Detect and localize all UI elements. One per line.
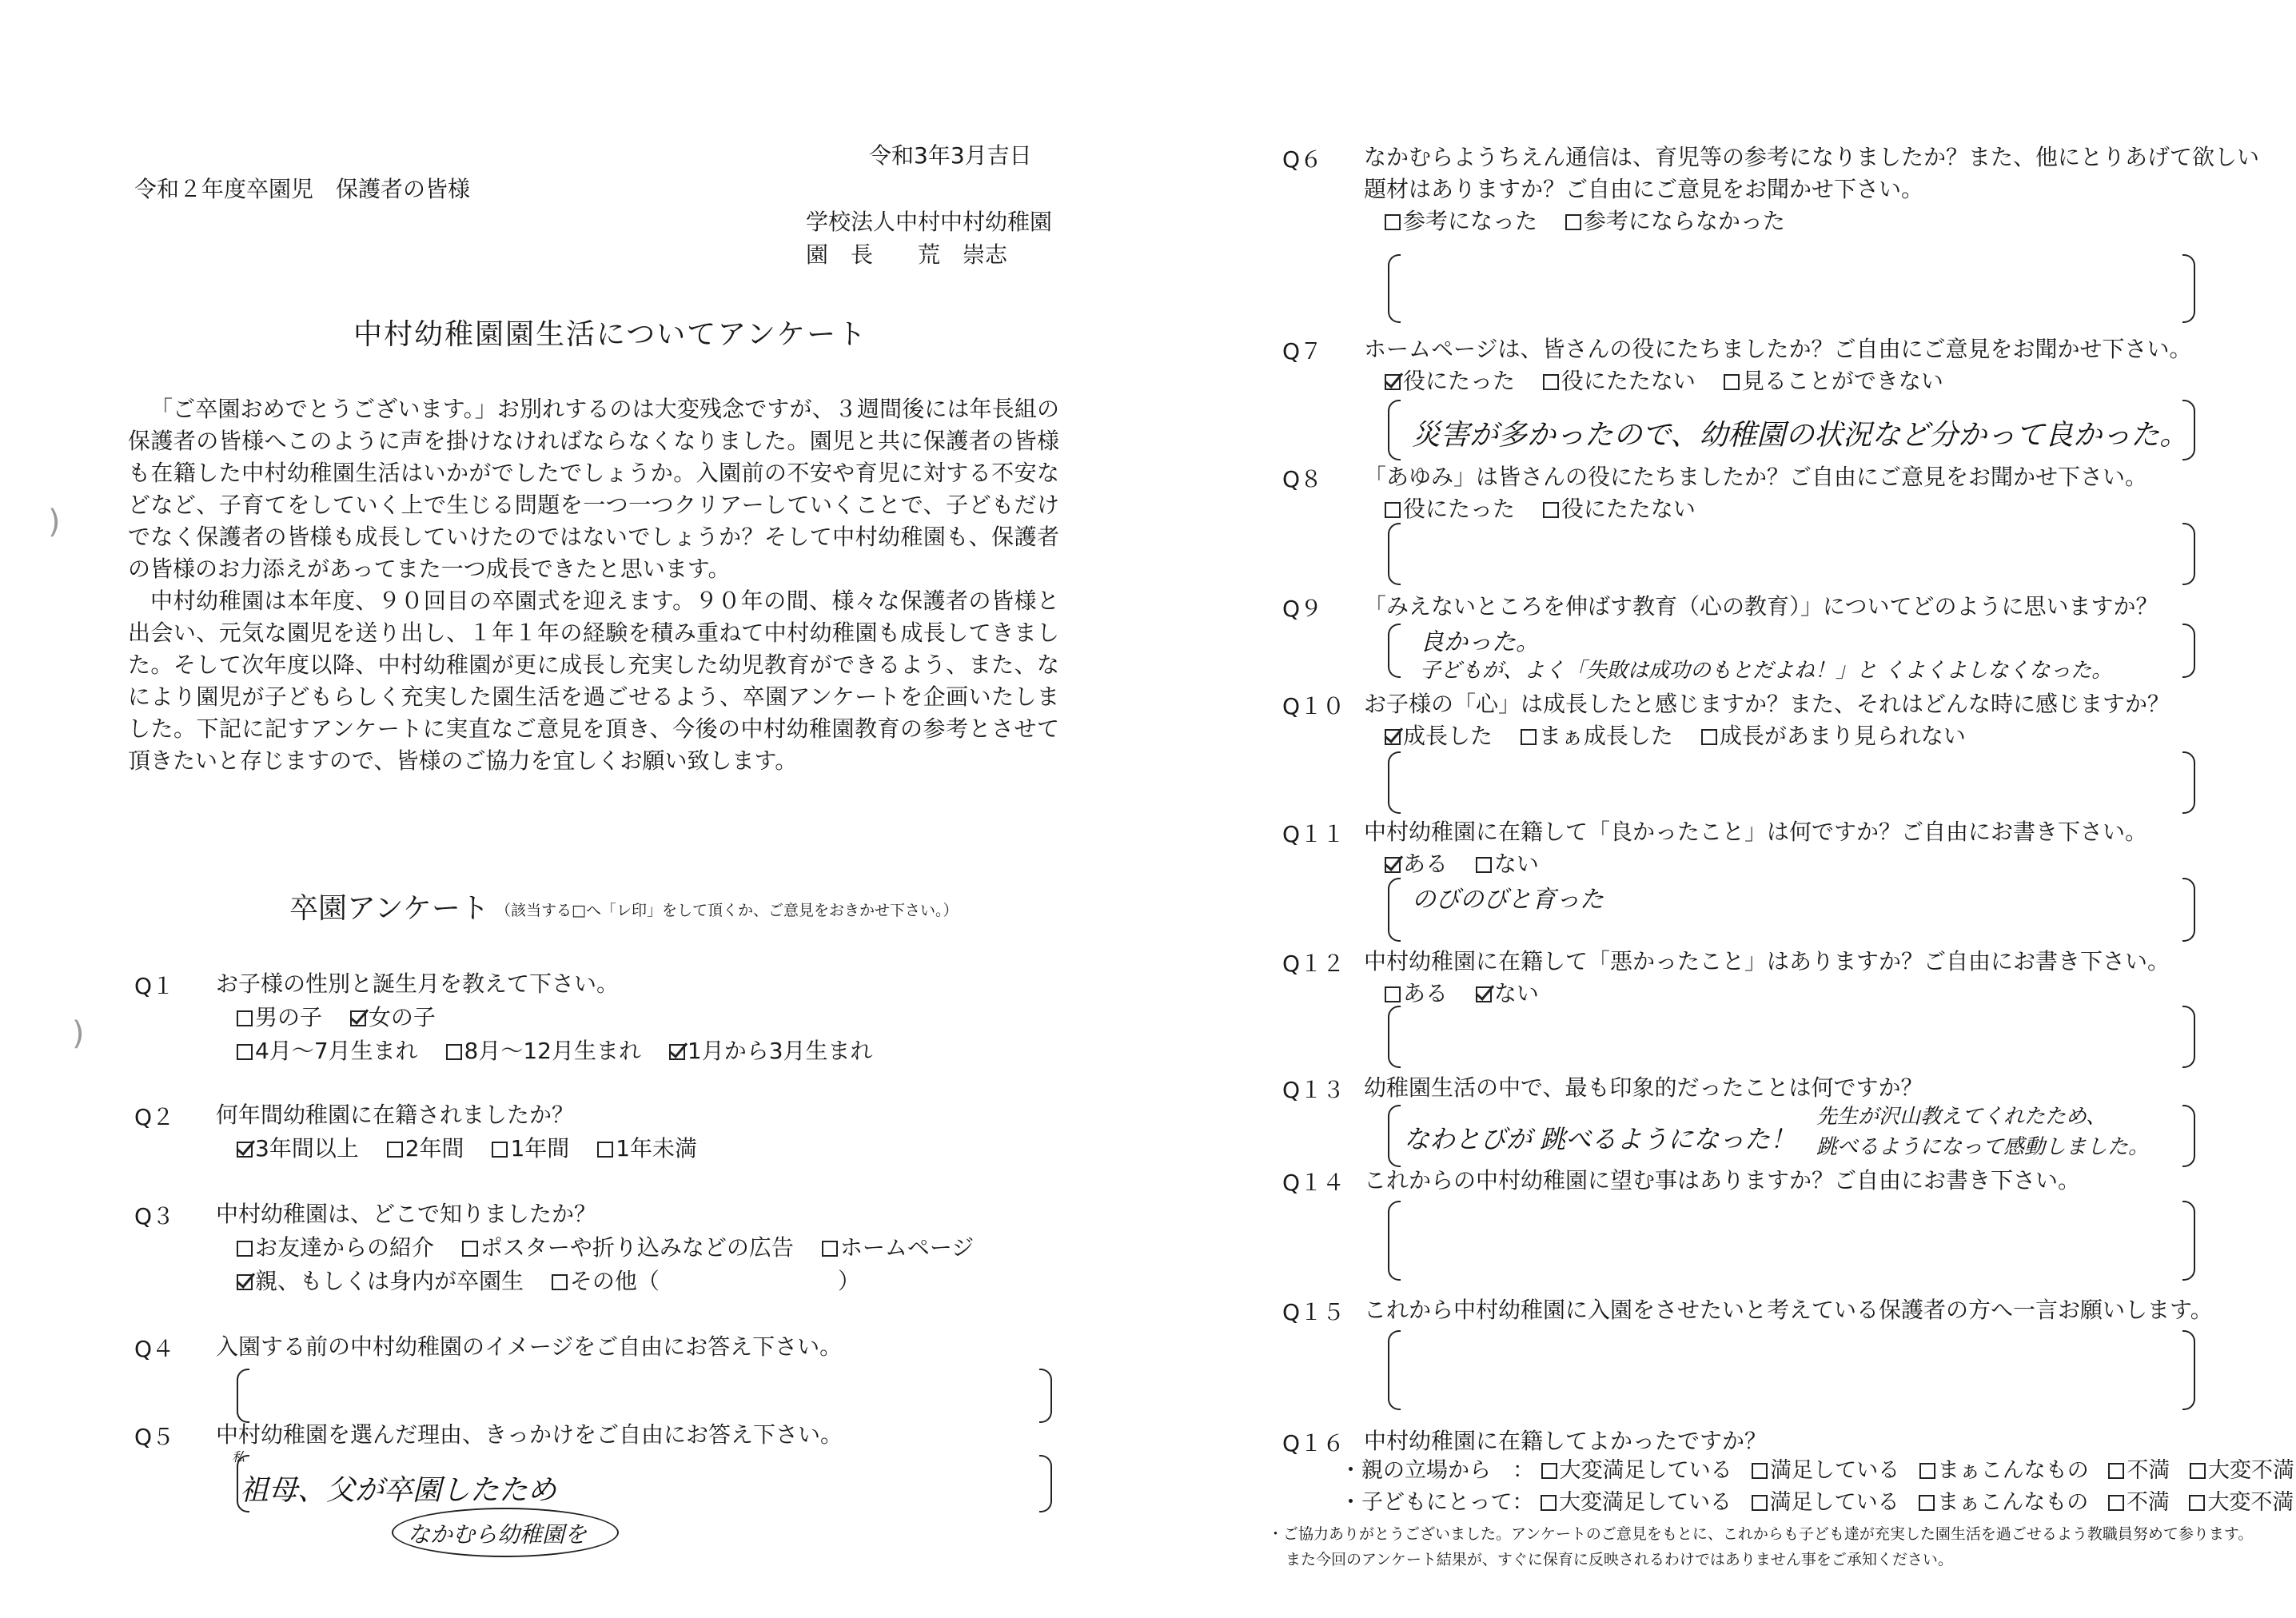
checkbox-icon[interactable]: [2108, 1495, 2124, 1511]
q9-number: Q９: [1282, 596, 1323, 622]
q15-number: Q１５: [1282, 1299, 1345, 1325]
q14-number: Q１４: [1282, 1170, 1345, 1196]
q9-text: 「みえないところを伸ばす教育（心の教育）」についてどのように思いますか？: [1364, 593, 2158, 620]
q13-answer-line3[interactable]: 跳べるようになって感動しました。: [1816, 1135, 2150, 1159]
q11-answer-bracket-right: [2182, 878, 2195, 942]
checkbox-icon[interactable]: [446, 1044, 462, 1060]
q11-options: [1385, 849, 1560, 879]
q11-answer[interactable]: のびのびと育った: [1412, 886, 1604, 914]
q12-options: [1385, 978, 1560, 1009]
q16-parent-very-satisfied[interactable]: 大変満足している: [1541, 1458, 1732, 1483]
q13-text: 幼稚園生活の中で、最も印象的だったことは何ですか？: [1364, 1074, 1923, 1101]
q12-text: 中村幼稚園に在籍して「悪かったこと」はありますか？ご自由にお書き下さい。: [1364, 948, 2170, 974]
q16-parent-so-so[interactable]: まぁこんなもの: [1919, 1458, 2089, 1483]
binding-hole-mark-bottom: ): [72, 1015, 85, 1052]
checkbox-checked-icon[interactable]: [1385, 374, 1401, 390]
q15-answer-bracket-left: [1388, 1330, 1401, 1410]
q16-row-parent: [1340, 1457, 2294, 1485]
q14-answer-bracket-right: [2182, 1201, 2195, 1281]
q4-text: 入園する前の中村幼稚園のイメージをご自由にお答え下さい。: [216, 1333, 843, 1360]
checkbox-icon[interactable]: [492, 1142, 508, 1158]
q13-answer-bracket-left: [1388, 1105, 1401, 1167]
q3-option-other[interactable]: その他（: [552, 1268, 660, 1294]
q5-answer-small: 私: [232, 1449, 245, 1465]
q1-number: Q１: [134, 973, 175, 999]
q12-option-no[interactable]: ない: [1476, 980, 1539, 1006]
checkbox-icon[interactable]: [2190, 1463, 2206, 1479]
q16-child-so-so[interactable]: まぁこんなもの: [1919, 1490, 2088, 1515]
survey-note: （該当する□へ「レ印」をして頂くか、ご意見をおきかせ下さい。）: [496, 902, 959, 919]
q3-option-poster[interactable]: ポスターや折り込みなどの広告: [462, 1234, 794, 1261]
q16-child-satisfied[interactable]: 満足している: [1752, 1490, 1899, 1515]
q2-option-3years[interactable]: 3年間以上: [237, 1135, 359, 1162]
checkbox-icon[interactable]: [1541, 1463, 1557, 1479]
q11-option-yes[interactable]: ある: [1385, 851, 1448, 877]
q12-answer-bracket-left: [1388, 1006, 1401, 1068]
q5-text: 中村幼稚園を選んだ理由、きっかけをご自由にお答え下さい。: [216, 1421, 843, 1448]
checkbox-icon[interactable]: [237, 1010, 253, 1026]
q6-number: Q６: [1282, 146, 1323, 173]
q8-option-useful[interactable]: 役にたった: [1385, 496, 1515, 522]
q2-option-1year[interactable]: 1年間: [492, 1135, 569, 1162]
q6-answer-bracket-left: [1388, 254, 1401, 323]
q16-row-parent-label: ・親の立場から ：: [1340, 1458, 1534, 1483]
q8-options: [1385, 494, 1716, 524]
survey-title: 卒園アンケート: [289, 892, 489, 925]
q9-answer-line2[interactable]: 子どもが、よく「失敗は成功のもとだよね！」と くよくよしなくなった。: [1420, 659, 2113, 683]
sender-name: 園 長 荒 崇志: [806, 241, 1008, 268]
checkbox-icon[interactable]: [1701, 729, 1717, 745]
q3-option-family[interactable]: 親、もしくは身内が卒園生: [237, 1268, 524, 1294]
addressee: 令和２年度卒園児 保護者の皆様: [134, 176, 471, 202]
checkbox-checked-icon[interactable]: [237, 1274, 253, 1290]
q6-options: [1385, 206, 1806, 237]
q1-text: お子様の性別と誕生月を教えて下さい。: [216, 970, 620, 997]
q2-text: 何年間幼稚園に在籍されましたか？: [216, 1102, 575, 1128]
checkbox-checked-icon[interactable]: [237, 1142, 253, 1158]
checkbox-icon[interactable]: [1543, 502, 1559, 518]
q3-other-close: ）: [838, 1268, 861, 1294]
q7-text: ホームページは、皆さんの役にたちましたか？ご自由にご意見をお聞かせ下さい。: [1364, 336, 2192, 362]
q13-answer-line1[interactable]: なわとびが 跳べるようになった！: [1404, 1124, 1796, 1154]
q16-row-child: [1340, 1488, 2294, 1517]
q16-text: 中村幼稚園に在籍してよかったですか？: [1364, 1428, 1768, 1454]
q13-answer-bracket-right: [2182, 1105, 2195, 1167]
q16-row-child-label: ・子どもにとって：: [1340, 1490, 1534, 1515]
q11-text: 中村幼稚園に在籍して「良かったこと」は何ですか？ご自由にお書き下さい。: [1364, 819, 2148, 845]
q11-answer-bracket-left: [1388, 878, 1401, 942]
q12-number: Q１２: [1282, 950, 1345, 977]
checkbox-checked-icon[interactable]: [1385, 857, 1401, 873]
checkbox-icon[interactable]: [1385, 214, 1401, 230]
q16-parent-dissatisfied[interactable]: 不満: [2108, 1458, 2170, 1483]
q6-text-line2: 題材はありますか？ご自由にご意見をお聞かせ下さい。: [1364, 176, 1924, 202]
checkbox-icon[interactable]: [1919, 1495, 1935, 1511]
q10-option-grew[interactable]: 成長した: [1385, 723, 1493, 749]
q3-option-friend[interactable]: お友達からの紹介: [237, 1234, 434, 1261]
checkbox-icon[interactable]: [1476, 857, 1492, 873]
q6-option-not-useful[interactable]: 参考にならなかった: [1565, 208, 1785, 234]
q16-child-very-satisfied[interactable]: 大変満足している: [1541, 1490, 1732, 1515]
q1-option-boy[interactable]: 男の子: [237, 1004, 322, 1030]
q8-option-not-useful[interactable]: 役にたたない: [1543, 496, 1696, 522]
checkbox-icon[interactable]: [1543, 374, 1559, 390]
q16-child-dissatisfied[interactable]: 不満: [2108, 1490, 2170, 1515]
q14-text: これからの中村幼稚園に望む事はありますか？ご自由にお書き下さい。: [1364, 1167, 2081, 1194]
q3-options-row2: [237, 1266, 660, 1297]
q4-answer-bracket-left: [237, 1369, 249, 1423]
sender-org: 学校法人中村中村幼稚園: [806, 209, 1053, 235]
q1-option-jan-mar[interactable]: 1月から3月生まれ: [669, 1038, 873, 1064]
q10-number: Q１０: [1282, 693, 1345, 719]
q15-answer-field[interactable]: [1404, 1330, 2171, 1407]
q1-option-aug-dec[interactable]: 8月～12月生まれ: [446, 1038, 641, 1064]
checkbox-icon[interactable]: [1919, 1463, 1935, 1479]
checkbox-icon[interactable]: [822, 1241, 838, 1257]
q5-answer-insert: なかむら幼稚園を: [408, 1521, 588, 1548]
q9-answer-line1[interactable]: 良かった。: [1420, 628, 1540, 656]
date: 令和3年3月吉日: [869, 142, 1032, 169]
q10-answer-bracket-right: [2182, 751, 2195, 814]
checkbox-icon[interactable]: [462, 1241, 478, 1257]
q15-answer-bracket-right: [2182, 1330, 2195, 1410]
q4-answer-field[interactable]: [256, 1369, 1031, 1420]
q8-text: 「あゆみ」は皆さんの役にたちましたか？ご自由にご意見をお聞かせ下さい。: [1364, 464, 2148, 490]
checkbox-icon[interactable]: [387, 1142, 403, 1158]
checkbox-icon[interactable]: [1752, 1463, 1768, 1479]
q7-answer[interactable]: 災害が多かったので、幼稚園の状況など分かって良かった。: [1412, 419, 2189, 452]
checkbox-checked-icon[interactable]: [1476, 986, 1492, 1002]
checkbox-icon[interactable]: [597, 1142, 613, 1158]
q2-option-under1[interactable]: 1年未満: [597, 1135, 697, 1162]
q8-answer-bracket-left: [1388, 523, 1401, 585]
q3-option-homepage[interactable]: ホームページ: [822, 1234, 974, 1261]
q14-answer-bracket-left: [1388, 1201, 1401, 1281]
q9-answer-bracket-right: [2182, 624, 2195, 678]
q10-answer-bracket-left: [1388, 751, 1401, 814]
checkbox-icon[interactable]: [1385, 986, 1401, 1002]
q10-text: お子様の「心」は成長したと感じますか？また、それはどんな時に感じますか？: [1364, 691, 2170, 717]
q1-option-girl[interactable]: 女の子: [350, 1004, 436, 1030]
q8-number: Q８: [1282, 466, 1323, 492]
q16-number: Q１６: [1282, 1430, 1345, 1457]
q6-text-line1: なかむらようちえん通信は、育児等の参考になりましたか？また、他にとりあげて欲しい: [1364, 144, 2260, 170]
q1-options-month: [237, 1036, 894, 1066]
q2-option-2years[interactable]: 2年間: [387, 1135, 464, 1162]
q10-option-somewhat-grew[interactable]: まぁ成長した: [1521, 723, 1673, 749]
q7-option-useful[interactable]: 役にたった: [1385, 368, 1515, 394]
q16-parent-very-dissatisfied[interactable]: 大変不満: [2190, 1458, 2294, 1483]
q9-answer-bracket-left: [1388, 624, 1401, 678]
q15-text: これから中村幼稚園に入園をさせたいと考えている保護者の方へ一言お願いします。: [1364, 1297, 2213, 1323]
q14-answer-field[interactable]: [1404, 1201, 2171, 1277]
q13-answer-line2[interactable]: 先生が沢山教えてくれたため、: [1816, 1105, 2107, 1129]
q7-number: Q７: [1282, 338, 1323, 365]
q13-number: Q１３: [1282, 1077, 1345, 1103]
q4-answer-bracket-right: [1039, 1369, 1052, 1423]
q8-answer-bracket-right: [2182, 523, 2195, 585]
right-page: [1148, 0, 2296, 1618]
q16-parent-satisfied[interactable]: 満足している: [1752, 1458, 1899, 1483]
q11-option-no[interactable]: ない: [1476, 851, 1539, 877]
q7-answer-bracket-left: [1388, 400, 1401, 460]
checkbox-icon[interactable]: [1724, 374, 1740, 390]
checkbox-icon[interactable]: [1541, 1495, 1557, 1511]
checkbox-icon[interactable]: [2108, 1463, 2124, 1479]
q5-answer-bracket-right: [1039, 1455, 1052, 1512]
checkbox-icon[interactable]: [1385, 502, 1401, 518]
q3-number: Q３: [134, 1203, 175, 1229]
q4-number: Q４: [134, 1336, 175, 1362]
intro-paragraph-2: 中村幼稚園は本年度、９０回目の卒園式を迎えます。９０年の間、様々な保護者の皆様と出会い、元気な園児を送り出し、１年１年の経験を積み重ねて中村幼稚園も成長してきました。そして次年度以降、中村幼稚園が更に成長し充実した幼児教育ができるよう、また、なにより園児が子どもらしく充実した園生活を過ごせるよう、卒園アンケートを企画いたしました。下記に記すアンケートに実直なご意見を頂き、今後の中村幼稚園教育の参考とさせて頂きたいと存じますので、皆様のご協力を宜しくお願い致します。: [128, 588, 1059, 774]
footer-line1: ・ご協力ありがとうございました。アンケートのご意見をもとに、これからも子ども達が充実した園生活を過ごせるよう教職員努めて参ります。: [1268, 1525, 2254, 1543]
checkbox-checked-icon[interactable]: [350, 1010, 366, 1026]
q7-option-not-useful[interactable]: 役にたたない: [1543, 368, 1696, 394]
q10-options: [1385, 721, 1987, 751]
q2-options: [237, 1134, 718, 1164]
q2-number: Q２: [134, 1104, 175, 1130]
checkbox-icon[interactable]: [237, 1044, 253, 1060]
intro-text: [128, 393, 1059, 777]
q11-number: Q１１: [1282, 821, 1345, 847]
q10-option-little-growth[interactable]: 成長があまり見られない: [1701, 723, 1966, 749]
q1-options-gender: [237, 1002, 456, 1033]
checkbox-icon[interactable]: [1752, 1495, 1768, 1511]
footer-line2: また今回のアンケート結果が、すぐに保育に反映されるわけではありません事をご承知ください。: [1286, 1551, 1953, 1568]
q5-answer[interactable]: 祖母、父が卒園したため: [240, 1474, 557, 1507]
checkbox-icon[interactable]: [552, 1274, 568, 1290]
page-title: 中村幼稚園園生活についてアンケート: [353, 318, 868, 351]
checkbox-icon[interactable]: [1565, 214, 1581, 230]
q6-option-useful[interactable]: 参考になった: [1385, 208, 1537, 234]
checkbox-checked-icon[interactable]: [1385, 729, 1401, 745]
q12-answer-bracket-right: [2182, 1006, 2195, 1068]
q16-child-very-dissatisfied[interactable]: 大変不満: [2189, 1490, 2294, 1515]
checkbox-icon[interactable]: [2189, 1495, 2205, 1511]
q1-option-apr-jul[interactable]: 4月～7月生まれ: [237, 1038, 418, 1064]
q5-number: Q５: [134, 1424, 175, 1450]
checkbox-icon[interactable]: [1521, 729, 1537, 745]
intro-paragraph-1: 「ご卒園おめでとうございます。」お別れするのは大変残念ですが、３週間後には年長組の保護者の皆様へこのように声を掛けなければならなくなりました。園児と共に保護者の皆様も在籍した中村幼稚園生活はいかがでしたでしょうか。入園前の不安や育児に対する不安などなど、子育てをしていく上で生じる問題を一つ一つクリアーしていくことで、子どもだけでなく保護者の皆様も成長していけたのではないでしょうか？そして中村幼稚園も、保護者の皆様のお力添えがあってまた一つ成長できたと思います。: [128, 396, 1059, 582]
checkbox-icon[interactable]: [237, 1241, 253, 1257]
q6-answer-bracket-right: [2182, 254, 2195, 323]
q3-options-row1: [237, 1233, 995, 1263]
q12-option-yes[interactable]: ある: [1385, 980, 1448, 1006]
binding-hole-mark-top: ): [48, 504, 61, 540]
q7-options: [1385, 366, 1964, 397]
q7-option-cannot-view[interactable]: 見ることができない: [1724, 368, 1943, 394]
q3-text: 中村幼稚園は、どこで知りましたか？: [216, 1201, 597, 1227]
checkbox-checked-icon[interactable]: [669, 1044, 685, 1060]
